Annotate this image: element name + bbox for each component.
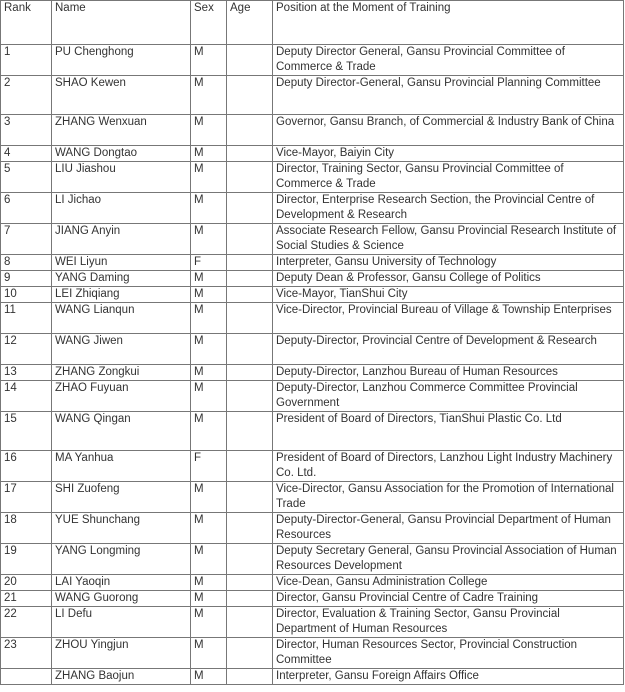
age-cell (227, 381, 273, 412)
age-cell (227, 76, 273, 115)
age-cell (227, 607, 273, 638)
table-row (1, 365, 624, 381)
table-row (1, 575, 624, 591)
header-rank: Rank (1, 1, 52, 45)
table-row (1, 482, 624, 513)
position-cell: Deputy-Director, Lanzhou Commerce Committee Provincial Government (273, 381, 624, 412)
name-cell: YANG Daming (52, 271, 191, 287)
position-cell: Director, Enterprise Research Section, the Provincial Centre of Development & Research (273, 193, 624, 224)
position-cell: Interpreter, Gansu University of Technology (273, 255, 624, 271)
position-cell: Deputy Dean & Professor, Gansu College of Politics (273, 271, 624, 287)
rank-cell: 2 (1, 76, 52, 115)
rank-cell: 10 (1, 287, 52, 303)
rank-cell: 4 (1, 146, 52, 162)
sex-cell: M (191, 193, 227, 224)
table-row (1, 513, 624, 544)
age-cell (227, 45, 273, 76)
position-cell: Deputy-Director, Lanzhou Bureau of Human Resources (273, 365, 624, 381)
name-cell: ZHANG Baojun (52, 669, 191, 685)
name-cell: WANG Dongtao (52, 146, 191, 162)
name-cell: MA Yanhua (52, 451, 191, 482)
age-cell (227, 638, 273, 669)
sex-cell: M (191, 162, 227, 193)
age-cell (227, 334, 273, 365)
table-row (1, 591, 624, 607)
table-row (1, 45, 624, 76)
table-row (1, 303, 624, 334)
rank-cell: 3 (1, 115, 52, 146)
table-row (1, 638, 624, 669)
position-cell: Deputy Secretary General, Gansu Provincial Association of Human Resources Development (273, 544, 624, 575)
rank-cell: 8 (1, 255, 52, 271)
name-cell: SHAO Kewen (52, 76, 191, 115)
sex-cell: M (191, 76, 227, 115)
rank-cell: 1 (1, 45, 52, 76)
table-row (1, 115, 624, 146)
name-cell: ZHANG Zongkui (52, 365, 191, 381)
age-cell (227, 193, 273, 224)
header-position: Position at the Moment of Training (273, 1, 624, 45)
name-cell: WEI Liyun (52, 255, 191, 271)
rank-cell: 15 (1, 412, 52, 451)
position-cell: Director, Human Resources Sector, Provincial Construction Committee (273, 638, 624, 669)
header-age: Age (227, 1, 273, 45)
sex-cell: M (191, 224, 227, 255)
sex-cell: M (191, 638, 227, 669)
position-cell: Associate Research Fellow, Gansu Provincial Research Institute of Social Studies & Science (273, 224, 624, 255)
age-cell (227, 412, 273, 451)
rank-cell: 9 (1, 271, 52, 287)
rank-cell: 17 (1, 482, 52, 513)
rank-cell: 20 (1, 575, 52, 591)
name-cell: WANG Lianqun (52, 303, 191, 334)
rank-cell: 5 (1, 162, 52, 193)
table-row (1, 162, 624, 193)
name-cell: LEI Zhiqiang (52, 287, 191, 303)
rank-cell: 14 (1, 381, 52, 412)
age-cell (227, 224, 273, 255)
rank-cell: 13 (1, 365, 52, 381)
age-cell (227, 303, 273, 334)
sex-cell: M (191, 669, 227, 685)
age-cell (227, 365, 273, 381)
age-cell (227, 575, 273, 591)
sex-cell: F (191, 451, 227, 482)
sex-cell: M (191, 575, 227, 591)
rank-cell: 16 (1, 451, 52, 482)
age-cell (227, 115, 273, 146)
sex-cell: M (191, 303, 227, 334)
rank-cell: 18 (1, 513, 52, 544)
age-cell (227, 146, 273, 162)
header-name: Name (52, 1, 191, 45)
age-cell (227, 162, 273, 193)
rank-cell: 12 (1, 334, 52, 365)
rank-cell (1, 669, 52, 685)
position-cell: Deputy Director-General, Gansu Provincial Planning Committee (273, 76, 624, 115)
table-row (1, 544, 624, 575)
sex-cell: M (191, 334, 227, 365)
position-cell: Deputy-Director-General, Gansu Provincial Department of Human Resources (273, 513, 624, 544)
position-cell: President of Board of Directors, Lanzhou Light Industry Machinery Co. Ltd. (273, 451, 624, 482)
name-cell: SHI Zuofeng (52, 482, 191, 513)
age-cell (227, 669, 273, 685)
table-row (1, 381, 624, 412)
age-cell (227, 513, 273, 544)
sex-cell: M (191, 287, 227, 303)
age-cell (227, 271, 273, 287)
name-cell: ZHOU Yingjun (52, 638, 191, 669)
rank-cell: 22 (1, 607, 52, 638)
name-cell: JIANG Anyin (52, 224, 191, 255)
table-row (1, 287, 624, 303)
table-row (1, 224, 624, 255)
position-cell: Vice-Director, Gansu Association for the Promotion of International Trade (273, 482, 624, 513)
table-row (1, 76, 624, 115)
position-cell: Vice-Mayor, TianShui City (273, 287, 624, 303)
name-cell: YUE Shunchang (52, 513, 191, 544)
sex-cell: M (191, 381, 227, 412)
sex-cell: M (191, 591, 227, 607)
position-cell: President of Board of Directors, TianShui Plastic Co. Ltd (273, 412, 624, 451)
header-sex: Sex (191, 1, 227, 45)
name-cell: YANG Longming (52, 544, 191, 575)
table-row (1, 193, 624, 224)
name-cell: LAI Yaoqin (52, 575, 191, 591)
sex-cell: F (191, 255, 227, 271)
table-row (1, 255, 624, 271)
table-row (1, 669, 624, 685)
sex-cell: M (191, 412, 227, 451)
sex-cell: M (191, 513, 227, 544)
name-cell: PU Chenghong (52, 45, 191, 76)
name-cell: WANG Guorong (52, 591, 191, 607)
name-cell: WANG Qingan (52, 412, 191, 451)
table-row (1, 271, 624, 287)
rank-cell: 11 (1, 303, 52, 334)
name-cell: WANG Jiwen (52, 334, 191, 365)
name-cell: LIU Jiashou (52, 162, 191, 193)
header-row (1, 1, 624, 45)
position-cell: Vice-Director, Provincial Bureau of Village & Township Enterprises (273, 303, 624, 334)
table-row (1, 412, 624, 451)
age-cell (227, 544, 273, 575)
rank-cell: 19 (1, 544, 52, 575)
sex-cell: M (191, 482, 227, 513)
sex-cell: M (191, 271, 227, 287)
position-cell: Deputy-Director, Provincial Centre of Development & Research (273, 334, 624, 365)
table-row (1, 146, 624, 162)
age-cell (227, 255, 273, 271)
sex-cell: M (191, 365, 227, 381)
age-cell (227, 451, 273, 482)
sex-cell: M (191, 115, 227, 146)
position-cell: Vice-Mayor, Baiyin City (273, 146, 624, 162)
position-cell: Director, Gansu Provincial Centre of Cadre Training (273, 591, 624, 607)
sex-cell: M (191, 544, 227, 575)
table-row (1, 334, 624, 365)
sex-cell: M (191, 146, 227, 162)
name-cell: LI Jichao (52, 193, 191, 224)
position-cell: Interpreter, Gansu Foreign Affairs Office (273, 669, 624, 685)
position-cell: Governor, Gansu Branch, of Commercial & Industry Bank of China (273, 115, 624, 146)
sex-cell: M (191, 45, 227, 76)
position-cell: Deputy Director General, Gansu Provincial Committee of Commerce & Trade (273, 45, 624, 76)
rank-cell: 7 (1, 224, 52, 255)
position-cell: Vice-Dean, Gansu Administration College (273, 575, 624, 591)
table-row (1, 607, 624, 638)
position-cell: Director, Evaluation & Training Sector, Gansu Provincial Department of Human Resources (273, 607, 624, 638)
sex-cell: M (191, 607, 227, 638)
rank-cell: 21 (1, 591, 52, 607)
age-cell (227, 287, 273, 303)
rank-cell: 6 (1, 193, 52, 224)
rank-cell: 23 (1, 638, 52, 669)
name-cell: ZHANG Wenxuan (52, 115, 191, 146)
age-cell (227, 591, 273, 607)
name-cell: LI Defu (52, 607, 191, 638)
age-cell (227, 482, 273, 513)
name-cell: ZHAO Fuyuan (52, 381, 191, 412)
table-row (1, 451, 624, 482)
position-cell: Director, Training Sector, Gansu Provincial Committee of Commerce & Trade (273, 162, 624, 193)
